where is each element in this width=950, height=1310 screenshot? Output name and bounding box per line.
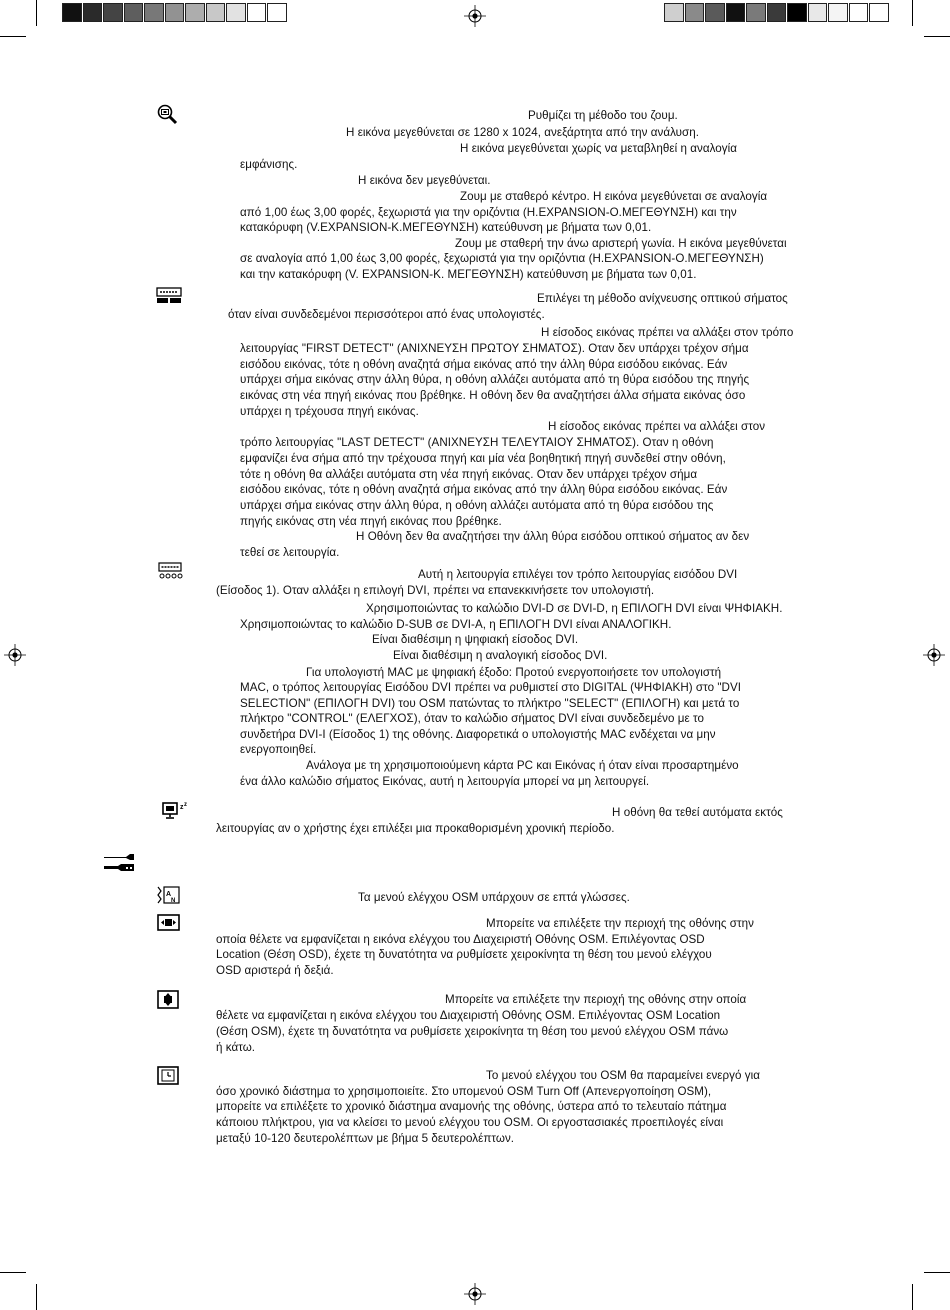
calibration-swatch [664,3,684,22]
osd-v-text-line: ή κάτω. [216,1041,256,1054]
video-detect-text-line: Η Οθόνη δεν θα αναζητήσει την άλλη θύρα εισόδου οπτικού σήματος αν δεν [356,530,750,543]
dvi-selection-text-line: πλήκτρο "CONTROL" (ΕΛΕΓΧΟΣ), όταν το καλώδιο σήματος DVI είναι συνδεδεμένο με το [240,712,704,725]
zoom-text-line: Ρυθμίζει τη μέθοδο του ζουμ. [528,109,678,122]
dvi-selection-text-line: MAC, ο τρόπος λειτουργίας Εισόδου DVI πρέπει να ρυθμιστεί στο DIGITAL (ΨΗΦΙΑΚΗ) στο "DVI [240,681,742,694]
zoom-text-line: από 1,00 έως 3,00 φορές, ξεχωριστά για την οριζόντια (H.EXPANSION-Ο.ΜΕΓΕΘΥΝΣΗ) και την [240,206,737,219]
osm-timer-text-line: κάποιου πλήκτρου, για να κλείσει το μενού ελέγχου του OSM. Οι εργοστασιακές προεπιλογές είναι [216,1116,724,1129]
crop-mark [36,0,37,26]
osd-v-text-line: Μπορείτε να επιλέξετε την περιοχή της οθόνης στην οποία [445,993,747,1006]
dvi-selection-text-line: (Είσοδος 1). Οταν αλλάξει η επιλογή DVI, πρέπει να επανεκκινήσετε τον υπολογιστή. [216,584,655,597]
osm-timer-icon [157,1066,181,1086]
dvi-selection-text-line: Χρησιμοποιώντας το καλώδιο DVI-D σε DVI-D, η ΕΠΙΛΟΓΗ DVI είναι ΨΗΦΙΑΚΗ. [366,602,783,615]
crop-mark [36,1284,37,1310]
registration-mark-icon [464,5,486,27]
zoom-text-line: Ζουμ με σταθερή την άνω αριστερή γωνία. Η εικόνα μεγεθύνεται [455,237,787,250]
calibration-swatch [726,3,746,22]
video-detect-text-line: εισόδου εικόνας, τότε η οθόνη αναζητά σήμα εικόνας από την άλλη θύρα εισόδου εικόνας. Εάν [240,358,728,371]
svg-text:N: N [171,898,176,904]
zoom-text-line: Ζουμ με σταθερό κέντρο. Η εικόνα μεγεθύνεται σε αναλογία [460,190,768,203]
osm-timer-text-line: όσο χρονικό διάστημα το χρησιμοποιείτε. Στο υπομενού OSM Turn Off (Απενεργοποίηση OSM), [216,1085,712,1098]
calibration-swatch [828,3,848,22]
zoom-icon [156,103,180,125]
calibration-swatch [62,3,82,22]
video-detect-text-line: όταν είναι συνδεδεμένοι περισσότεροι από ένας υπολογιστές. [228,308,545,321]
zoom-text-line: Η εικόνα μεγεθύνεται σε 1280 x 1024, ανεξάρτητα από την ανάλυση. [346,126,700,139]
osd-left-right-icon [157,914,181,932]
dvi-selection-text-line: Ανάλογα με τη χρησιμοποιούμενη κάρτα PC και Εικόνας ή όταν είναι προσαρτημένο [306,759,739,772]
video-detect-text-line: Η είσοδος εικόνας πρέπει να αλλάξει στον [548,420,766,433]
dvi-keyboard-icon [158,562,184,582]
video-detect-text-line: υπάρχει η τρέχουσα πηγή εικόνας. [240,405,419,418]
language-icon [156,885,182,905]
crop-mark [912,1284,913,1310]
monitor-sleep-icon [162,800,190,820]
crop-mark [0,36,26,37]
osd-up-down-icon [157,990,181,1010]
calibration-swatch [226,3,246,22]
dvi-selection-text-line: Αυτή η λειτουργία επιλέγει τον τρόπο λειτουργίας εισόδου DVI [418,568,738,581]
crop-mark [912,0,913,26]
video-detect-text-line: λειτουργίας "FIRST DETECT" (ΑΝΙΧΝΕΥΣΗ ΠΡΩΤΟΥ ΣΗΜΑΤΟΣ). Οταν δεν υπάρχει τρέχον σήμα [240,342,749,355]
tools-wrench-icon [102,852,136,876]
calibration-swatch [267,3,287,22]
video-detect-text-line: εμφανίζει ένα σήμα από την τρέχουσα πηγή και μία νέα βοηθητική πηγή συνδεθεί στην οθόνη, [240,452,726,465]
osm-timer-text-line: μεταξύ 10-120 δευτερολέπτων με βήμα 5 δευτερολέπτων. [216,1132,515,1145]
off-timer-text-line: λειτουργίας αν ο χρήστης έχει επιλέξει μια προκαθορισμένη χρονική περίοδο. [216,822,615,835]
dvi-selection-text-line: ενεργοποιηθεί. [240,743,317,756]
dvi-selection-text-line: SELECTION" (ΕΠΙΛΟΓΗ DVI) του OSM πατώντας το πλήκτρο "SELECT" (ΕΠΙΛΟΓΗ) και μετά το [240,697,740,710]
calibration-swatch [144,3,164,22]
osd-h-text-line: Location (Θέση OSD), έχετε τη δυνατότητα να ρυθμίσετε χειροκίνητα τη θέση του μενού ελέγχου [216,948,712,961]
color-calibration-bar-left [62,3,288,22]
osd-h-text-line: οποία θέλετε να εμφανίζεται η εικόνα ελέγχου του Διαχειριστή Οθόνης OSM. Επιλέγοντας OSD [216,933,705,946]
video-detect-text-line: πηγής εικόνας στη νέα πηγή εικόνας που βρέθηκε. [240,515,502,528]
registration-mark-icon [4,644,26,666]
osd-h-text-line: Μπορείτε να επιλέξετε την περιοχή της οθόνης στην [486,917,754,930]
calibration-swatch [185,3,205,22]
crop-mark [924,36,950,37]
svg-text:A: A [166,891,172,898]
osm-timer-text-line: Το μενού ελέγχου του OSM θα παραμείνει ενεργό για [486,1069,761,1082]
zoom-text-line: σε αναλογία από 1,00 έως 3,00 φορές, ξεχωριστά για την οριζόντια (H.EXPANSION-Ο.ΜΕΓΕΘΥΝΣΗ) [240,252,764,265]
video-detect-text-line: Επιλέγει τη μέθοδο ανίχνευσης οπτικού σήματος [537,292,788,305]
osd-h-text-line: OSD αριστερά ή δεξιά. [216,964,334,977]
zoom-text-line: κατακόρυφη (V.EXPANSION-Κ.ΜΕΓΕΘΥΝΣΗ) κατεύθυνση με βήματα των 0,01. [240,221,652,234]
dvi-selection-text-line: συνδετήρα DVI-I (Είσοδος 1) της οθόνης. Διαφορετικά ο υπολογιστής MAC ενδέχεται να μην [240,728,716,741]
calibration-swatch [869,3,889,22]
osm-timer-text-line: μπορείτε να επιλέξετε το χρονικό διάστημα αναμονής της οθόνης, ύστερα από το τελευταίο πάτημα [216,1100,727,1113]
video-detect-text-line: τρόπο λειτουργίας "LAST DETECT" (ΑΝΙΧΝΕΥΣΗ ΤΕΛΕΥΤΑΙΟΥ ΣΗΜΑΤΟΣ). Οταν η οθόνη [240,436,714,449]
calibration-swatch [103,3,123,22]
dvi-selection-text-line: Χρησιμοποιώντας το καλώδιο D-SUB σε DVI-A, η ΕΠΙΛΟΓΗ DVI είναι ΑΝΑΛΟΓΙΚΗ. [240,618,672,631]
crop-mark [924,1272,950,1273]
svg-text:z: z [180,804,184,811]
zoom-text-line: και την κατακόρυφη (V. EXPANSION-Κ. ΜΕΓΕΘΥΝΣΗ) κατεύθυνση με βήματα των 0,01. [240,268,697,281]
color-calibration-bar-right [664,3,890,22]
language-text-line: Τα μενού ελέγχου OSM υπάρχουν σε επτά γλώσσες. [358,891,630,904]
calibration-swatch [767,3,787,22]
off-timer-text-line: Η οθόνη θα τεθεί αυτόματα εκτός [612,806,783,819]
video-detect-text-line: τότε η οθόνη θα αλλάξει αυτόματα στη νέα πηγή εικόνας. Οταν δεν υπάρχει τρέχον σήμα [240,468,698,481]
calibration-swatch [124,3,144,22]
zoom-text-line: εμφάνισης. [240,158,298,171]
registration-mark-icon [923,644,945,666]
registration-mark-icon [464,1283,486,1305]
keyboard-detect-icon [156,287,182,305]
zoom-text-line: Η εικόνα μεγεθύνεται χωρίς να μεταβληθεί η αναλογία [460,142,738,155]
dvi-selection-text-line: Είναι διαθέσιμη η αναλογική είσοδος DVI. [393,649,608,662]
dvi-selection-text-line: Για υπολογιστή MAC με ψηφιακή έξοδο: Προτού ενεργοποιήσετε τον υπολογιστή [306,666,722,679]
video-detect-text-line: Η είσοδος εικόνας πρέπει να αλλάξει στον τρόπο [541,326,794,339]
dvi-selection-text-line: ένα άλλο καλώδιο σήματος Εικόνας, αυτή η λειτουργία μπορεί να μη λειτουργεί. [240,775,650,788]
video-detect-text-line: εισόδου εικόνας, τότε η οθόνη αναζητά σήμα εικόνας από την άλλη θύρα εισόδου εικόνας. Εάν [240,483,728,496]
video-detect-text-line: υπάρχει σήμα εικόνας στην άλλη θύρα, η οθόνη αλλάζει αυτόματα από τη θύρα εισόδου της πηγής [240,373,750,386]
calibration-swatch [206,3,226,22]
calibration-swatch [787,3,807,22]
calibration-swatch [83,3,103,22]
dvi-selection-text-line: Είναι διαθέσιμη η ψηφιακή είσοδος DVI. [372,633,579,646]
calibration-swatch [705,3,725,22]
video-detect-text-line: τεθεί σε λειτουργία. [240,546,340,559]
video-detect-text-line: υπάρχει σήμα εικόνας στην άλλη θύρα, η οθόνη αλλάζει αυτόματα από τη θύρα εισόδου της [240,499,714,512]
calibration-swatch [808,3,828,22]
svg-text:z: z [184,802,187,808]
osd-v-text-line: θέλετε να εμφανίζεται η εικόνα ελέγχου του Διαχειριστή Οθόνης OSM. Επιλέγοντας OSM Location [216,1009,721,1022]
zoom-text-line: Η εικόνα δεν μεγεθύνεται. [358,174,491,187]
calibration-swatch [849,3,869,22]
calibration-swatch [685,3,705,22]
calibration-swatch [165,3,185,22]
osd-v-text-line: (Θέση OSM), έχετε τη δυνατότητα να ρυθμίσετε χειροκίνητα τη θέση του μενού ελέγχου OSM πάνω [216,1025,729,1038]
crop-mark [0,1272,26,1273]
calibration-swatch [247,3,267,22]
calibration-swatch [746,3,766,22]
video-detect-text-line: εικόνας στη νέα πηγή εικόνας που βρέθηκε. Η οθόνη δεν θα αναζητήσει άλλα σήματα εικόνας όσο [240,389,746,402]
